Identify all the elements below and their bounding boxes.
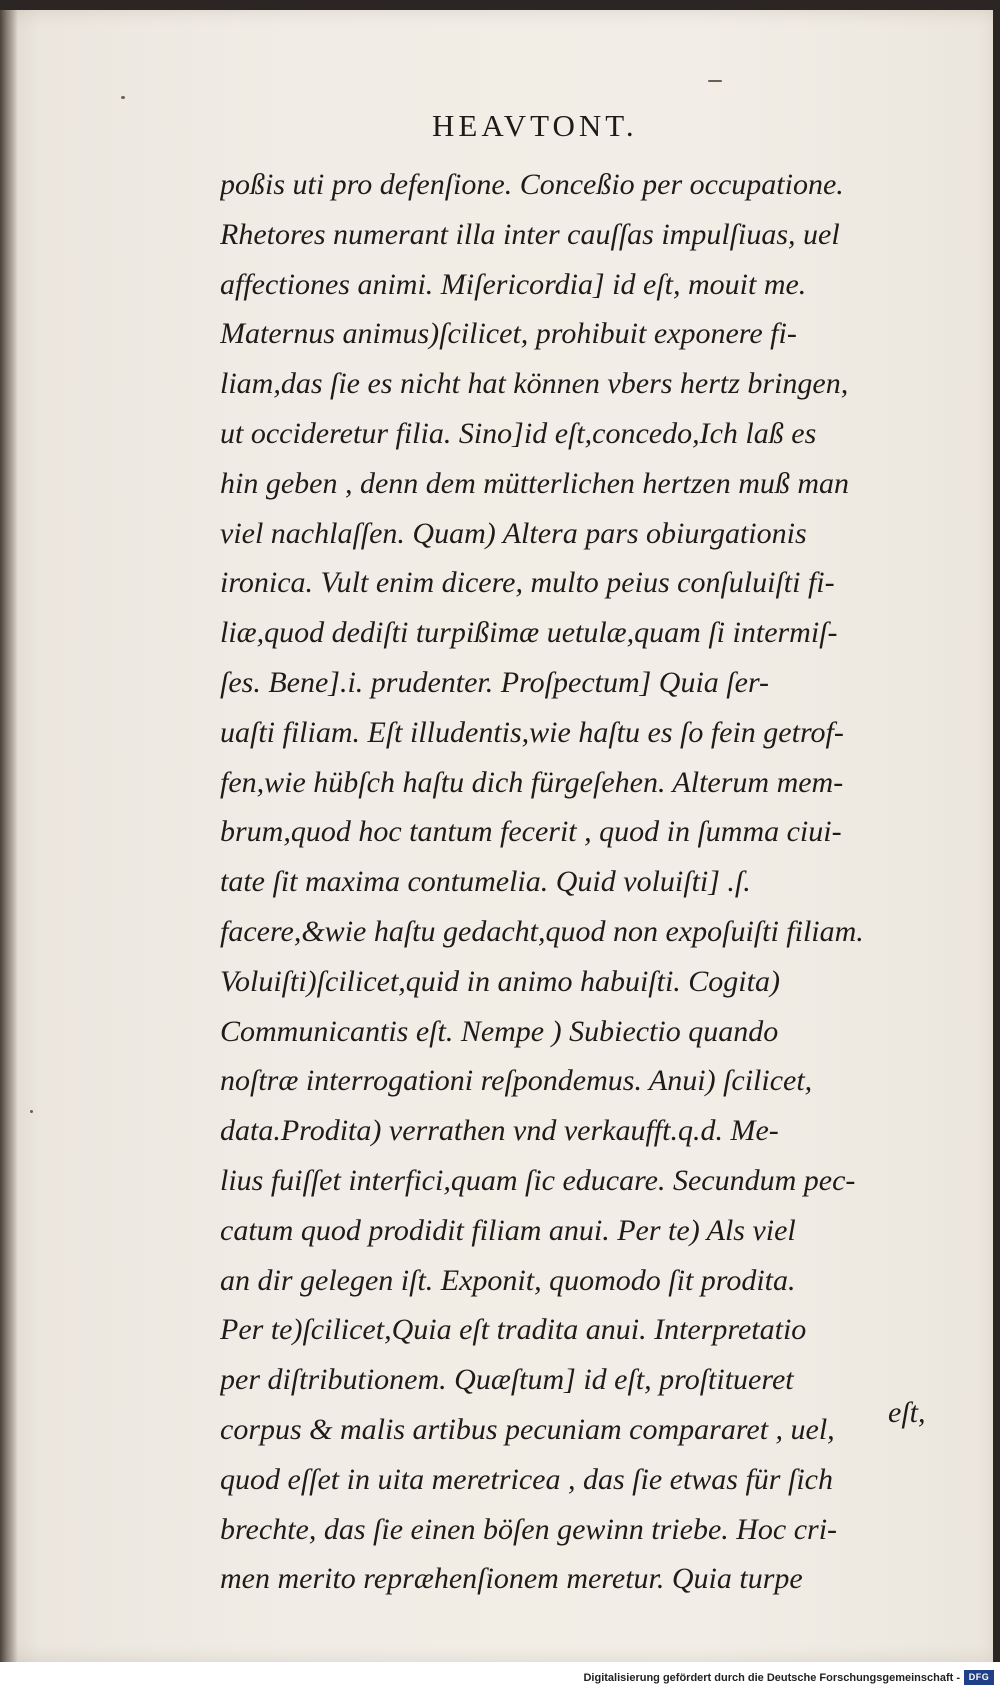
text-line: ſes. Bene].i. prudenter. Proſpectum] Quia ſer- <box>220 665 770 699</box>
text-line: brechte, das ſie einen böſen gewinn triebe. Hoc cri- <box>220 1512 838 1546</box>
text-line: lius fuiſſet interfici,quam ſic educare. Secundum pec- <box>220 1163 856 1197</box>
text-line: viel nachlaſſen. Quam) Altera pars obiurgationis <box>220 516 807 550</box>
text-line: ironica. Vult enim dicere, multo peius conſuluiſti fi- <box>220 566 835 600</box>
dfg-logo: DFG <box>964 1670 994 1685</box>
paper-speck <box>30 1110 33 1113</box>
text-line: data.Prodita) verrathen vnd verkaufft.q.d. Me- <box>220 1114 779 1148</box>
text-line: catum quod prodidit filiam anui. Per te) Als viel <box>220 1213 796 1247</box>
text-line: uaſti filiam. Eſt illudentis,wie haſtu es ſo fein getrof- <box>220 715 844 749</box>
text-line: noſtræ interrogationi reſpondemus. Anui) ſcilicet, <box>220 1064 813 1098</box>
text-line: brum,quod hoc tantum fecerit , quod in ſumma ciui- <box>220 815 842 849</box>
text-line: Maternus animus)ſcilicet, prohibuit exponere fi- <box>220 317 797 351</box>
text-line: fen,wie hübſch haſtu dich fürgeſehen. Alterum mem- <box>220 765 844 799</box>
text-line: men merito repræhenſionem meretur. Quia turpe <box>220 1562 803 1596</box>
text-line: Voluiſti)ſcilicet,quid in animo habuiſti. Cogita) <box>220 964 780 998</box>
text-line: Rhetores numerant illa inter cauſſas impulſiuas, uel <box>220 217 840 251</box>
text-line: Communicantis eſt. Nempe ) Subiectio quando <box>220 1014 779 1048</box>
text-line: poßis uti pro defenſione. Conceßio per occupatione. <box>220 168 844 201</box>
text-line: per diſtributionem. Quæſtum] id eſt, proſtitueret <box>220 1363 794 1397</box>
text-line: Per te)ſcilicet,Quia eſt tradita anui. Interpretatio <box>220 1313 807 1347</box>
right-scan-border <box>993 0 1000 1665</box>
text-line: affectiones animi. Miſericordia] id eſt, mouit me. <box>220 267 807 301</box>
text-line: quod eſſet in uita meretricea , das ſie etwas für ſich <box>220 1462 833 1496</box>
text-line: liam,das ſie es nicht hat können vbers hertz bringen, <box>220 367 849 401</box>
paper-speck <box>708 80 722 82</box>
page-gutter-shadow <box>0 10 18 1662</box>
running-header: HEAVTONT. <box>432 108 638 143</box>
commentary-text <box>220 160 950 1604</box>
text-line: corpus & malis artibus pecuniam compararet , uel, <box>220 1412 835 1446</box>
text-line: tate ſit maxima contumelia. Quid voluiſti] .ſ. <box>220 865 751 899</box>
catchword: eſt, <box>888 1396 926 1429</box>
paper-speck <box>121 96 125 99</box>
text-line: facere,&wie haſtu gedacht,quod non expoſuiſti filiam. <box>220 914 864 948</box>
text-line: an dir gelegen iſt. Exponit, quomodo ſit prodita. <box>220 1263 796 1297</box>
text-line: liæ,quod dediſti turpißimæ uetulæ,quam ſi intermiſ- <box>220 616 838 650</box>
funding-notice: Digitalisierung gefördert durch die Deutsche Forschungsgemeinschaft - <box>583 1672 960 1684</box>
text-line: hin geben , denn dem mütterlichen hertzen muß man <box>220 466 850 500</box>
text-line: ut occideretur filia. Sino]id eſt,concedo,Ich laß es <box>220 416 817 450</box>
